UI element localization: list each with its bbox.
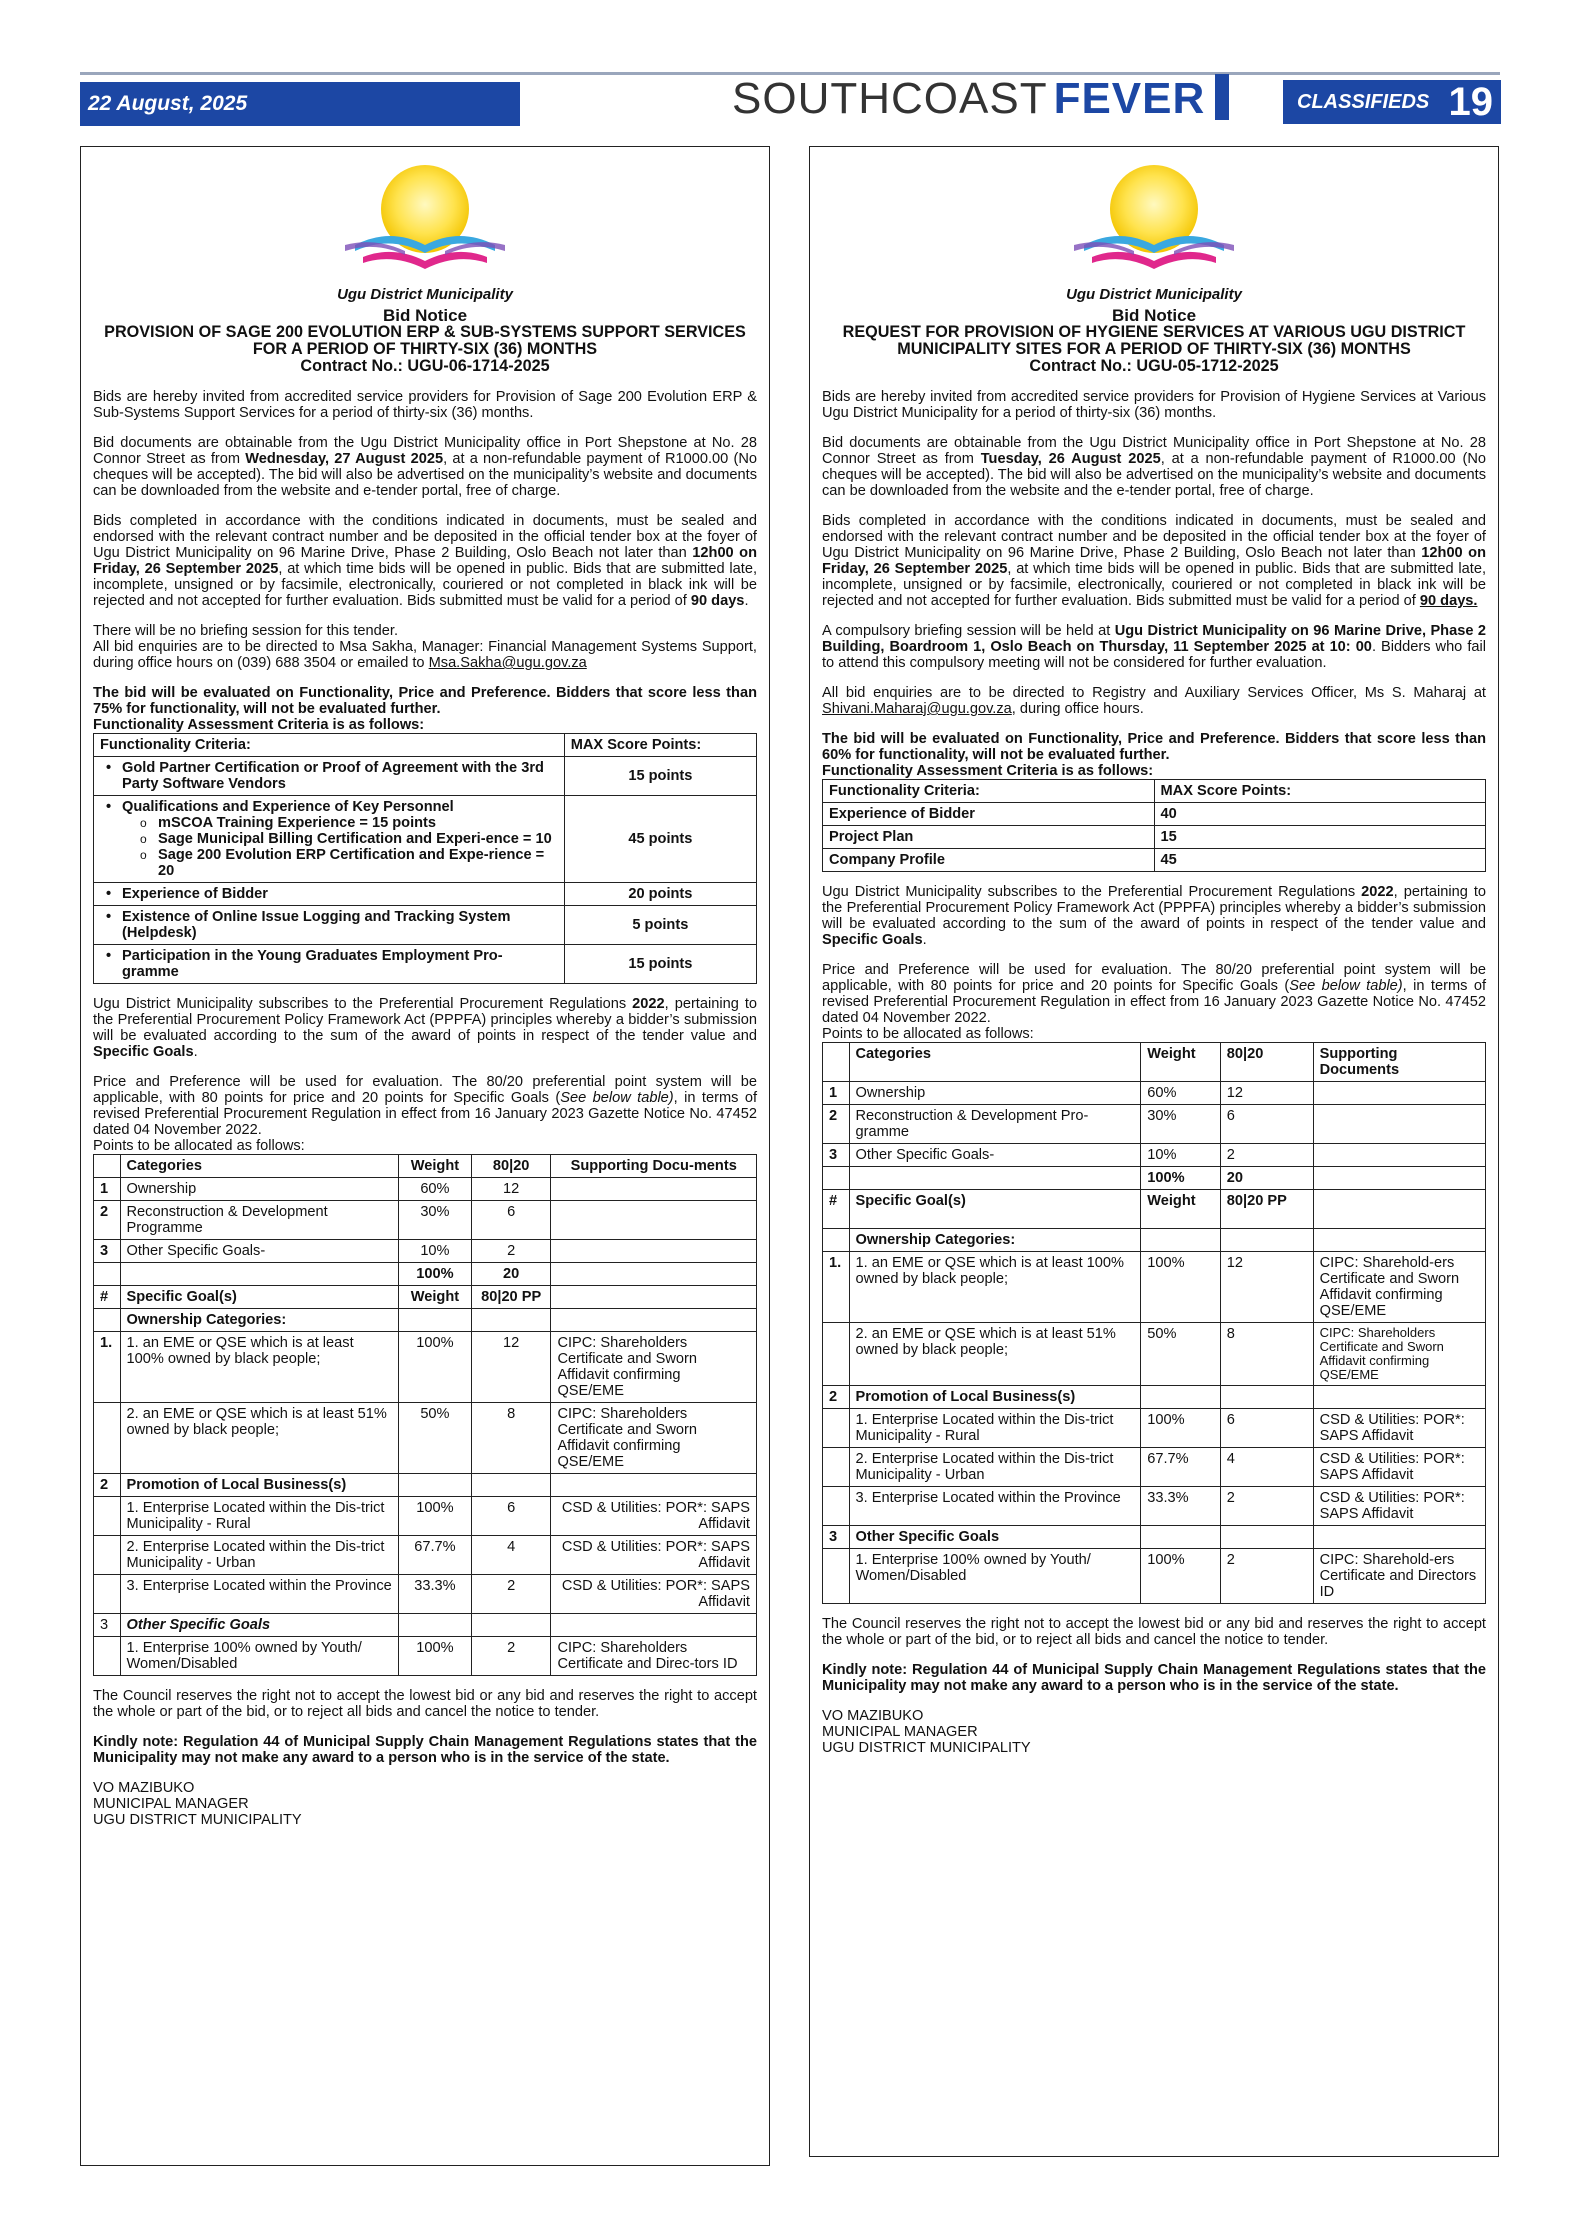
cell: 6 [471,1497,551,1536]
cell: 33.3% [1141,1487,1221,1526]
cell: 2 [823,1386,850,1409]
text: . [744,593,749,609]
bid-notice-label: Bid Notice [382,306,468,325]
col-header: 80|20 [471,1155,551,1178]
text: Ugu District Municipality subscribes to the Preferential Procurement Regulations [822,884,1362,900]
cell: 100% [398,1332,471,1403]
cell: CIPC: Shareholders Certificate and Sworn Affidavit confirming QSE/EME [551,1332,757,1403]
cell: CSD & Utilities: POR*: SAPS Affidavit [1313,1409,1485,1448]
cell: 15 [1154,826,1486,849]
text: , pertaining to the Preferential Procurement Policy Framework Act (PPPFA) principles whereby a bidder’s submission will be evaluated according to the sum of the award of points in respect of the tender value and [822,884,1486,932]
contract-number: Contract No.: UGU-06-1714-2025 [300,357,550,375]
cell: CSD & Utilities: POR*: SAPS Affidavit [1313,1487,1485,1526]
text: , at which time bids will be opened in public. Bids that are submitted late, incomplete, unsigned or by facsimile, electronically, couriered or not completed in black ink will be rejected and not accepted for further evaluation. Bids submitted must be valid for a period of [93,561,757,609]
table-row [94,757,565,796]
cell: 3 [823,1526,850,1549]
cell: # [94,1286,121,1309]
table-row [823,1448,1486,1487]
text: Points to be allocated as follows: [93,1138,305,1154]
cell: 20 [471,1263,551,1286]
signatory [822,1708,1486,1756]
regulations-paragraph [93,996,757,1060]
deadline-emphasis: 12h00 on Friday, 26 September 2025 [822,545,1487,577]
text: . [193,1044,198,1060]
sub-criterion: o Sage 200 Evolution ERP Certification and Expe-rience = 20 [100,847,558,879]
cell: Ownership [849,1082,1141,1105]
text: Bid documents are obtainable from the Ugu District Municipality office in Port Shepstone at No. 28 Connor Street as from [822,435,1486,467]
bid-notice-label: Bid Notice [1111,306,1197,325]
cell: Other Specific Goals- [849,1144,1141,1167]
cell: 100% [398,1637,471,1676]
table-row [823,1487,1486,1526]
cell: 3. Enterprise Located within the Province [849,1487,1141,1526]
evaluation-paragraph [822,731,1486,779]
cell: Company Profile [823,849,1155,872]
criterion: • Qualifications and Experience of Key Personnel [100,799,558,815]
cell: Specific Goal(s) [849,1190,1141,1229]
text: , at a non-refundable payment of R1000.00 (No cheques will be accepted). The bid will also be advertised on the municipality’s website and documents can be downloaded from the website and the e-tender portal, free of charge. [822,451,1486,499]
table-row [823,849,1486,872]
text: , at a non-refundable payment of R1000.00 (No cheques will be accepted). The bid will also be advertised on the municipality’s website and documents can be downloaded from the website and e-tender portal, free of charge. [93,451,757,499]
cell: 67.7% [1141,1448,1221,1487]
text: The bid will be evaluated on Functionality, Price and Preference. Bidders that score less than 75% for functionality, will not be evaluated further. [93,685,757,717]
cell: 2 [1220,1487,1313,1526]
email-link[interactable]: Shivani.Maharaj@ugu.gov.za [822,701,1012,717]
col-header: Supporting Documents [1313,1043,1485,1082]
cell: Ownership [120,1178,398,1201]
signatory-title: MUNICIPAL MANAGER [822,1724,978,1740]
cell: 12 [471,1332,551,1403]
table-row [94,1286,757,1309]
table-row [94,1614,757,1637]
regulation-44-note: Kindly note: Regulation 44 of Municipal Supply Chain Management Regulations states that the Municipality may not make any award to a person who is in the service of the state. [93,1734,757,1766]
cell: 100% [398,1263,471,1286]
col-header: MAX Score Points: [1154,780,1486,803]
points: 20 points [564,883,756,906]
notice-title: PROVISION OF SAGE 200 EVOLUTION ERP & SUB-SYSTEMS SUPPORT SERVICES FOR A PERIOD OF THIRTY-SIX (36) MONTHS [104,323,746,358]
cell [120,1263,398,1286]
cell: 3. Enterprise Located within the Province [120,1575,398,1614]
cell: 100% [1141,1167,1221,1190]
table-row [823,1323,1486,1386]
table-row [823,1549,1486,1604]
cell: 30% [398,1201,471,1240]
enquiries-paragraph [822,685,1486,717]
table-row [823,1229,1486,1252]
cell: 100% [1141,1409,1221,1448]
emphasis: Specific Goals [822,932,923,948]
masthead-fever: FEVER [1053,74,1206,123]
text: A compulsory briefing session will be held at [822,623,1115,639]
date-emphasis: Tuesday, 26 August 2025 [980,451,1161,467]
cell: 1. an EME or QSE which is at least 100% owned by black people; [120,1332,398,1403]
cell: Promotion of Local Business(s) [120,1474,398,1497]
table-row [94,1201,757,1240]
cell: 2. an EME or QSE which is at least 51% owned by black people; [849,1323,1141,1386]
criterion: • Experience of Bidder [100,886,558,902]
cell: 8 [471,1403,551,1474]
deadline-emphasis: 12h00 on Friday, 26 September 2025 [93,545,758,577]
table-row [94,1240,757,1263]
table-row [94,1637,757,1676]
col-header: Categories [849,1043,1141,1082]
cell: Other Specific Goals [849,1526,1141,1549]
table-row [823,1252,1486,1323]
text: Bids completed in accordance with the conditions indicated in documents, must be sealed and endorsed with the relevant contract number and be deposited in the official tender box at the foyer of Ugu District Municipality on 96 Marine Drive, Phase 2 Building, Oslo Beach not later than [822,513,1486,561]
cell: 1. Enterprise 100% owned by Youth/ Women/Disabled [120,1637,398,1676]
enquiries-paragraph [93,623,757,671]
text: There will be no briefing session for this tender. [93,623,399,639]
table-row [94,1575,757,1614]
cell: CIPC: Shareholders Certificate and Sworn Affidavit confirming QSE/EME [551,1403,757,1474]
cell: 50% [398,1403,471,1474]
table-row [823,1409,1486,1448]
cell: 12 [1220,1082,1313,1105]
briefing-paragraph [822,623,1486,671]
functionality-table [93,733,757,984]
cell: 60% [398,1178,471,1201]
cell: 2. an EME or QSE which is at least 51% owned by black people; [120,1403,398,1474]
cell [1313,1190,1485,1229]
cell: Project Plan [823,826,1155,849]
points: 15 points [564,757,756,796]
cell: 100% [398,1497,471,1536]
cell [823,1549,850,1604]
cell: 3 [94,1614,121,1637]
functionality-table [822,779,1486,872]
text: The bid will be evaluated on Functionality, Price and Preference. Bidders that score less than 60% for functionality, will not be evaluated further. [822,731,1486,763]
cell [1313,1082,1485,1105]
col-header: MAX Score Points: [564,734,756,757]
col-header: Categories [120,1155,398,1178]
text: Bids completed in accordance with the conditions indicated in documents, must be sealed and endorsed with the relevant contract number and be deposited in the official tender box at the foyer of Ugu District Municipality on 96 Marine Drive, Phase 2 Building, Oslo Beach not later than [93,513,757,561]
text: Functionality Assessment Criteria is as follows: [93,717,425,733]
evaluation-paragraph [93,685,757,733]
cell [94,1637,121,1676]
contract-number: Contract No.: UGU-05-1712-2025 [1029,357,1279,375]
table-row [94,906,565,945]
cell: 4 [471,1536,551,1575]
table-row [94,1536,757,1575]
text: , in terms of revised Preferential Procurement Regulation in effect from 16 January 2023 Gazette Notice No. 47452 dated 04 November 2022. [93,1090,757,1138]
cell: 10% [1141,1144,1221,1167]
cell: 4 [1220,1448,1313,1487]
left-bid-notice [80,146,770,2166]
cell [94,1403,121,1474]
email-link[interactable]: Msa.Sakha@ugu.gov.za [428,655,587,671]
year: 2022 [632,996,665,1012]
cell: 8 [1220,1323,1313,1386]
col-header: Weight [398,1155,471,1178]
cell: 6 [1220,1105,1313,1144]
signatory-org: UGU DISTRICT MUNICIPALITY [93,1812,302,1828]
text: Ugu District Municipality subscribes to the Preferential Procurement Regulations [93,996,633,1012]
briefing-emphasis: Ugu District Municipality on 96 Marine Drive, Phase 2 Building, Boardroom 1, Oslo Beach on Thursday, 11 September 2025 at 10: 00 [822,623,1486,655]
cell: 10% [398,1240,471,1263]
table-row [94,883,565,906]
criterion: • Gold Partner Certification or Proof of Agreement with the 3rd Party Software Vendors [100,760,558,792]
cell: 100% [1141,1252,1221,1323]
table-row [94,1309,757,1332]
text: All bid enquiries are to be directed to Msa Sakha, Manager: Financial Management Systems Support, during office hours on (039) 688 3504 or emailed to [93,639,757,671]
table-row [94,1332,757,1403]
italic: See below table) [560,1090,674,1106]
cell: CSD & Utilities: POR*: SAPS Affidavit [551,1536,757,1575]
cell: 6 [471,1201,551,1240]
cell: 1. Enterprise Located within the Dis-trict Municipality - Rural [849,1409,1141,1448]
text: All bid enquiries are to be directed to Registry and Auxiliary Services Officer, Ms S. Maharaj at [822,685,1486,701]
year: 2022 [1361,884,1394,900]
price-paragraph [93,1074,757,1154]
cell [551,1263,757,1286]
text: . [922,932,927,948]
cell [94,1536,121,1575]
text: Functionality Assessment Criteria is as follows: [822,763,1154,779]
cell: Weight [398,1286,471,1309]
text: , pertaining to the Preferential Procurement Policy Framework Act (PPPFA) principles whereby a bidder’s submission will be evaluated according to the sum of the award of points in respect of the tender value and [93,996,757,1044]
cell: 2. Enterprise Located within the Dis-trict Municipality - Urban [849,1448,1141,1487]
signatory-org: UGU DISTRICT MUNICIPALITY [822,1740,1031,1756]
text: Price and Preference will be used for evaluation. The 80/20 preferential point system will be applicable, with 80 points for price and 20 points for Specific Goals ( [93,1074,757,1106]
text: , during office hours. [1011,701,1144,717]
cell: 2 [471,1575,551,1614]
sub-criterion: o Sage Municipal Billing Certification and Experi-ence = 10 [100,831,558,847]
cell: CSD & Utilities: POR*: SAPS Affidavit [1313,1448,1485,1487]
regulation-44-note: Kindly note: Regulation 44 of Municipal Supply Chain Management Regulations states that the Municipality may not make any award to a person who is in the service of the state. [822,1662,1486,1694]
masthead-southcoast: SOUTHCOAST [732,74,1048,123]
cell: Specific Goal(s) [120,1286,398,1309]
col-header [823,1043,850,1082]
table-row [823,1144,1486,1167]
col-header: Functionality Criteria: [823,780,1155,803]
table-row [94,1263,757,1286]
cell: Other Specific Goals [126,1617,271,1633]
cell [1313,1144,1485,1167]
cell: 1. Enterprise Located within the Dis-trict Municipality - Rural [120,1497,398,1536]
table-row [94,1497,757,1536]
cell [551,1201,757,1240]
col-header: 80|20 [1220,1043,1313,1082]
cell: 1. [823,1252,850,1323]
italic: See below table) [1289,978,1403,994]
cell: CIPC: Sharehold-ers Certificate and Directors ID [1313,1549,1485,1604]
text: Bid documents are obtainable from the Ugu District Municipality office in Port Shepstone at No. 28 Connor Street as from [93,435,757,467]
signatory-name: VO MAZIBUKO [822,1708,924,1724]
cell [551,1178,757,1201]
cell: Ownership Categories: [849,1229,1141,1252]
points-table [822,1042,1486,1604]
ugu-logo [335,161,515,281]
text: Price and Preference will be used for evaluation. The 80/20 preferential point system will be applicable, with 80 points for price and 20 points for Specific Goals ( [822,962,1486,994]
municipality-name: Ugu District Municipality [337,286,513,303]
cell: 100% [1141,1549,1221,1604]
cell: CSD & Utilities: POR*: SAPS Affidavit [551,1497,757,1536]
cell: 1. Enterprise 100% owned by Youth/ Women/Disabled [849,1549,1141,1604]
municipality-name: Ugu District Municipality [1066,286,1242,303]
cell: Reconstruction & Development Pro-gramme [849,1105,1141,1144]
section-bar [1283,80,1501,124]
table-row [94,1178,757,1201]
table-row [823,1167,1486,1190]
cell: 2 [94,1201,121,1240]
table-row [823,1082,1486,1105]
cell: 1 [94,1178,121,1201]
cell [94,1263,121,1286]
emphasis: Specific Goals [93,1044,194,1060]
validity-emphasis: 90 days [690,593,745,609]
cell: Other Specific Goals- [120,1240,398,1263]
col-header: Weight [1141,1043,1221,1082]
regulations-paragraph [822,884,1486,948]
cell: 2 [1220,1549,1313,1604]
cell [823,1487,850,1526]
text: . Bidders who fail to attend this compulsory meeting will not be considered for further evaluation. [822,639,1486,671]
table-row [94,796,565,883]
cell: 12 [471,1178,551,1201]
cell: 30% [1141,1105,1221,1144]
criterion: • Participation in the Young Graduates Employment Pro-gramme [100,948,558,980]
table-row [94,945,565,984]
cell: 2 [1220,1144,1313,1167]
cell [1313,1167,1485,1190]
cell [823,1167,850,1190]
cell: 67.7% [398,1536,471,1575]
issue-date: 22 August, 2025 [80,82,520,126]
text: , in terms of revised Preferential Procurement Regulation in effect from 16 January 2023 Gazette Notice No. 47452 dated 04 November 2022. [822,978,1486,1026]
cell: 60% [1141,1082,1221,1105]
cell [551,1286,757,1309]
cell: 40 [1154,803,1486,826]
cell: 1 [823,1082,850,1105]
submission-paragraph [822,513,1486,609]
validity-emphasis: 90 days. [1419,593,1478,609]
cell: 33.3% [398,1575,471,1614]
table-row [823,826,1486,849]
cell: Promotion of Local Business(s) [849,1386,1141,1409]
masthead [732,74,1229,124]
points: 15 points [564,945,756,984]
section-label: CLASSIFIEDS [1297,91,1430,113]
table-row [823,1190,1486,1229]
intro-paragraph: Bids are hereby invited from accredited service providers for Provision of Sage 200 Evolution ERP & Sub-Systems Support Services for a period of thirty-six (36) months. [93,389,757,421]
cell: Experience of Bidder [823,803,1155,826]
cell [823,1323,850,1386]
text: Points to be allocated as follows: [822,1026,1034,1042]
documents-paragraph [822,435,1486,499]
cell: 50% [1141,1323,1221,1386]
page-number: 19 [1448,80,1493,124]
table-row [823,1105,1486,1144]
cell: 2 [94,1474,121,1497]
cell [1313,1105,1485,1144]
points-table [93,1154,757,1676]
signatory-title: MUNICIPAL MANAGER [93,1796,249,1812]
points: 5 points [564,906,756,945]
cell: 12 [1220,1252,1313,1323]
notice-title: REQUEST FOR PROVISION OF HYGIENE SERVICES AT VARIOUS UGU DISTRICT MUNICIPALITY SITES FOR A PERIOD OF THIRTY-SIX (36) MONTHS [842,323,1466,358]
cell: 3 [94,1240,121,1263]
cell: 3 [823,1144,850,1167]
table-row [823,803,1486,826]
cell [849,1167,1141,1190]
price-paragraph [822,962,1486,1042]
cell: 6 [1220,1409,1313,1448]
sub-criterion: o mSCOA Training Experience = 15 points [100,815,558,831]
cell: Ownership Categories: [120,1309,398,1332]
cell: 2. Enterprise Located within the Dis-trict Municipality - Urban [120,1536,398,1575]
table-row [823,1526,1486,1549]
cell: CIPC: Sharehold-ers Certificate and Sworn Affidavit confirming QSE/EME [1313,1252,1485,1323]
text: , at which time bids will be opened in public. Bids that are submitted late, incomplete, unsigned or by facsimile, electronically, couriered or not completed in black ink will be rejected and not accepted for further evaluation. Bids submitted must be valid for a period of [822,561,1486,609]
signatory [93,1780,757,1828]
criterion: • Existence of Online Issue Logging and Tracking System (Helpdesk) [100,909,558,941]
cell [94,1575,121,1614]
cell: 2 [471,1637,551,1676]
cell: # [823,1190,850,1229]
cell: CSD & Utilities: POR*: SAPS Affidavit [551,1575,757,1614]
cell: 1. an EME or QSE which is at least 100% owned by black people; [849,1252,1141,1323]
cell: 80|20 PP [1220,1190,1313,1229]
table-row [823,1386,1486,1409]
cell: CIPC: Shareholders Certificate and Sworn Affidavit confirming QSE/EME [1313,1323,1485,1386]
documents-paragraph [93,435,757,499]
table-row [94,1474,757,1497]
date-emphasis: Wednesday, 27 August 2025 [245,451,444,467]
cell: Weight [1141,1190,1221,1229]
col-header [94,1155,121,1178]
points: 45 points [564,796,756,883]
right-bid-notice [809,146,1499,2157]
council-paragraph: The Council reserves the right not to accept the lowest bid or any bid and reserves the right to accept the whole or part of the bid, or to reject all bids and cancel the notice to tender. [822,1616,1486,1648]
council-paragraph: The Council reserves the right not to accept the lowest bid or any bid and reserves the right to accept the whole or part of the bid, or to reject all bids and cancel the notice to tender. [93,1688,757,1720]
col-header: Supporting Docu-ments [551,1155,757,1178]
table-row [94,1403,757,1474]
signatory-name: VO MAZIBUKO [93,1780,195,1796]
cell: CIPC: Shareholders Certificate and Direc-tors ID [551,1637,757,1676]
cell: 45 [1154,849,1486,872]
cell: 2 [471,1240,551,1263]
ugu-logo [1064,161,1244,281]
submission-paragraph [93,513,757,609]
cell [823,1448,850,1487]
masthead-stripe [1215,74,1229,120]
cell [551,1240,757,1263]
col-header: Functionality Criteria: [94,734,565,757]
cell: 2 [823,1105,850,1144]
cell: Reconstruction & Development Programme [120,1201,398,1240]
cell: 80|20 PP [471,1286,551,1309]
intro-paragraph: Bids are hereby invited from accredited service providers for Provision of Hygiene Services at Various Ugu District Municipality for a period of thirty-six (36) months. [822,389,1486,421]
cell: 20 [1220,1167,1313,1190]
cell [823,1409,850,1448]
cell: 1. [94,1332,121,1403]
cell [94,1497,121,1536]
